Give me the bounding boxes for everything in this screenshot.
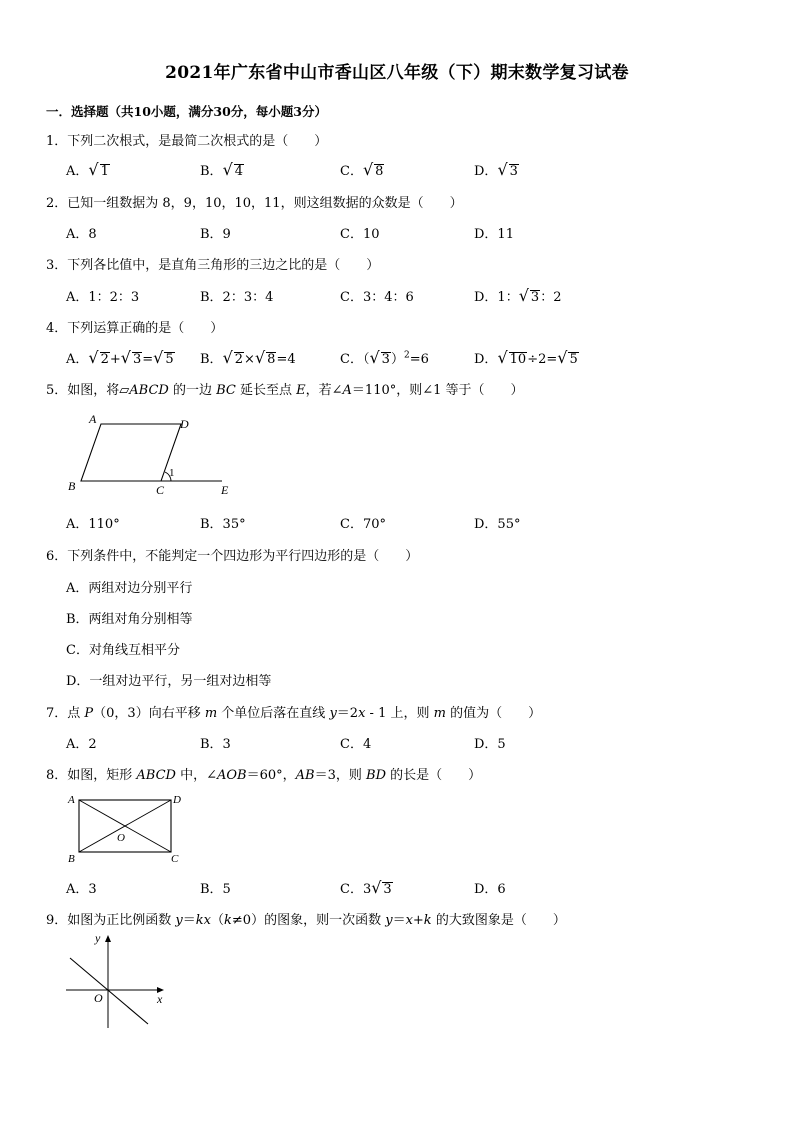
question-8-stem: 8．如图，矩形 ABCD 中，∠AOB＝60°，AB＝3，则 BD 的长是（ ） bbox=[46, 768, 482, 783]
label-e: E bbox=[221, 483, 229, 497]
question-6-option-c: C．对角线互相平分 bbox=[66, 643, 180, 658]
question-3-option-b: B．2：3：4 bbox=[200, 290, 274, 305]
question-1-option-c: C．√ 8 bbox=[340, 160, 384, 179]
section-heading: 一．选择题（共10小题，满分30分，每小题3分） bbox=[46, 104, 327, 119]
question-3-option-a: A．1：2：3 bbox=[66, 290, 140, 305]
label-a: A bbox=[89, 412, 97, 426]
question-1-option-a: A．√ 1 bbox=[66, 160, 109, 179]
label-c: C bbox=[171, 853, 179, 865]
question-1-option-b: B．√ 4 bbox=[200, 160, 244, 179]
label-o: O bbox=[94, 991, 103, 1005]
question-1-stem: 1．下列二次根式，是最简二次根式的是（ ） bbox=[46, 134, 328, 149]
question-4-option-b: B．√ 2×√ 8=4 bbox=[200, 348, 296, 367]
y-axis-arrow bbox=[105, 935, 111, 942]
paper-title: 2021年广东省中山市香山区八年级（下）期末数学复习试卷 bbox=[165, 63, 629, 83]
question-6-option-b: B．两组对角分别相等 bbox=[66, 612, 193, 627]
question-3-option-c: C．3：4：6 bbox=[340, 290, 414, 305]
question-6-option-d: D．一组对边平行，另一组对边相等 bbox=[66, 674, 272, 689]
question-5-option-b: B．35° bbox=[200, 517, 246, 532]
question-3-option-d: D．1：√ 3：2 bbox=[474, 286, 562, 305]
question-7-option-c: C．4 bbox=[340, 737, 372, 752]
label-x: x bbox=[157, 992, 163, 1006]
question-6-stem: 6．下列条件中，不能判定一个四边形为平行四边形的是（ ） bbox=[46, 549, 419, 564]
question-2-option-a: A．8 bbox=[66, 227, 97, 242]
question-8-option-b: B．5 bbox=[200, 882, 231, 897]
question-4-option-a: A．√ 2+√ 3=√ 5 bbox=[66, 348, 174, 367]
question-8-option-c: C．3√ 3 bbox=[340, 878, 392, 897]
label-y: y bbox=[95, 931, 101, 945]
question-5-option-d: D．55° bbox=[474, 517, 521, 532]
label-o: O bbox=[117, 832, 125, 844]
question-2-stem: 2．已知一组数据为 8，9，10，10，11，则这组数据的众数是（ ） bbox=[46, 196, 463, 211]
question-2-option-b: B．9 bbox=[200, 227, 231, 242]
rectangle-figure bbox=[62, 790, 192, 866]
question-7-stem: 7．点 P（0，3）向右平移 m 个单位后落在直线 y＝2x - 1 上，则 m 的值为（ ） bbox=[46, 706, 542, 721]
question-6-option-a: A．两组对边分别平行 bbox=[66, 581, 193, 596]
question-3-stem: 3．下列各比值中，是直角三角形的三边之比的是（ ） bbox=[46, 258, 380, 273]
question-7-option-d: D．5 bbox=[474, 737, 506, 752]
proportional-function-figure bbox=[60, 928, 180, 1033]
label-a: A bbox=[68, 794, 75, 806]
question-7-option-b: B．3 bbox=[200, 737, 231, 752]
line-y-kx bbox=[70, 958, 148, 1024]
label-d: D bbox=[180, 417, 189, 431]
question-4-option-c: C．（√ 3）$^2$=6 bbox=[340, 348, 429, 367]
question-4-option-d: D．√ 10÷2=√ 5 bbox=[474, 348, 578, 367]
label-c: C bbox=[156, 483, 165, 497]
label-d: D bbox=[173, 794, 181, 806]
question-4-stem: 4．下列运算正确的是（ ） bbox=[46, 321, 224, 336]
question-8-option-a: A．3 bbox=[66, 882, 97, 897]
question-5-stem: 5．如图，将▱ABCD 的一边 BC 延长至点 E，若∠A＝110°，则∠1 等于（ ） bbox=[46, 383, 524, 398]
question-1-option-d: D．√ 3 bbox=[474, 160, 518, 179]
question-5-option-a: A．110° bbox=[66, 517, 120, 532]
question-9-stem: 9．如图为正比例函数 y＝kx（k≠0）的图象，则一次函数 y＝x+k 的大致图象是（ ） bbox=[46, 913, 566, 928]
question-8-option-d: D．6 bbox=[474, 882, 506, 897]
question-5-option-c: C．70° bbox=[340, 517, 386, 532]
label-angle-1: 1 bbox=[169, 467, 175, 479]
label-b: B bbox=[68, 479, 76, 493]
label-b: B bbox=[68, 853, 75, 865]
question-2-option-c: C．10 bbox=[340, 227, 380, 242]
parallelogram-figure bbox=[62, 408, 242, 500]
question-2-option-d: D．11 bbox=[474, 227, 514, 242]
question-7-option-a: A．2 bbox=[66, 737, 97, 752]
